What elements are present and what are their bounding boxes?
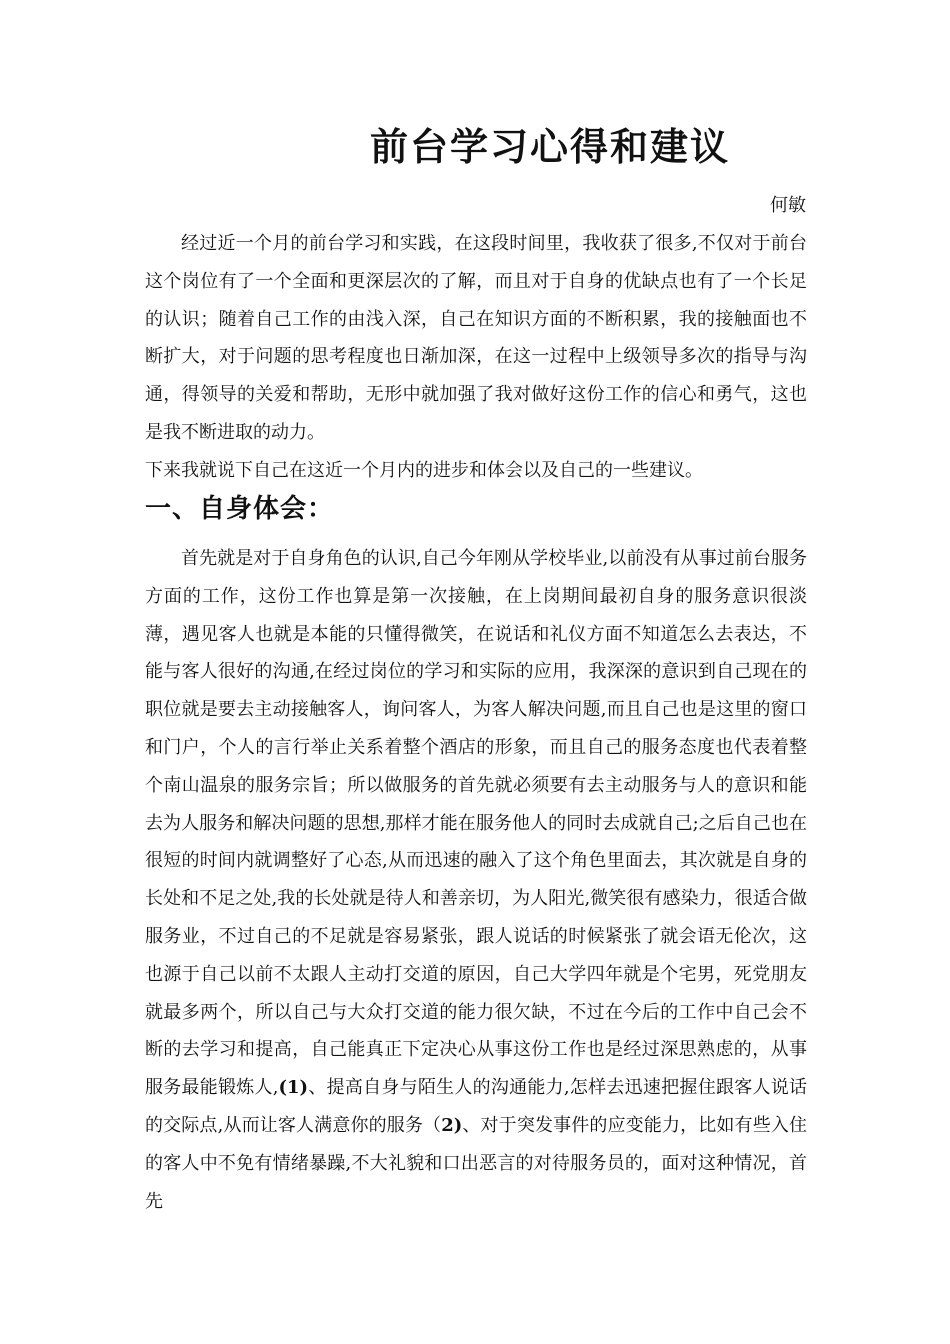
section-paragraph-part-c: 、对于突发事件的应变能力，比如有些入住的客人中不免有情绪暴躁,不大礼貌和口出恶言的对待服务员的，面对这种情况，首先 [145,1114,807,1212]
section-paragraph-part-a: 首先就是对于自身角色的认识,自己今年刚从学校毕业,以前没有从事过前台服务方面的工作，这份工作也算是第一次接触，在上岗期间最初自身的服务意识很淡薄，遇见客人也就是本能的只懂得微笑，在说话和礼仪方面不知道怎么去表达，不能与客人很好的沟通,在经过岗位的学习和实际的应用，我深深的意识到自己现在的职位就是要去主动接触客人，询问客人，为客人解决问题,而且自己也是这里的窗口和门户，个人的言行举止关系着整个酒店的形象，而且自己的服务态度也代表着整个南山温泉的服务宗旨；所以做服务的首先就必须要有去主动服务与人的意识和能去为人服务和解决问题的思想,那样才能在服务他人的同时去成就自己;之后自己也在很短的时间内就调整好了心态,从而迅速的融入了这个角色里面去，其次就是自身的长处和不足之处,我的长处就是待人和善亲切，为人阳光,微笑很有感染力，很适合做服务业，不过自己的不足就是容易紧张，跟人说话的时候紧张了就会语无伦次，这也源于自己以前不太跟人主动打交道的原因，自己大学四年就是个宅男，死党朋友就最多两个，所以自己与大众打交道的能力很欠缺，不过在今后的工作中自己会不断的去学习和提高，自己能真正下定决心从事这份工作也是经过深思熟虑的，从事服务最能锻炼人, [145,548,807,1099]
document-title: 前台学习心得和建议 [369,125,730,169]
list-marker-1: (1) [278,1077,309,1099]
section-heading: 一、自身体会： [145,494,335,524]
list-marker-2: 2) [441,1114,463,1136]
lead-line: 下来我就说下自己在这近一个月内的进步和体会以及自己的一些建议。 [145,459,703,481]
section-body [145,540,807,1220]
author-name: 何敏 [770,195,806,216]
section-paragraph [145,540,807,1220]
intro-paragraph: 经过近一个月的前台学习和实践，在这段时间里，我收获了很多,不仅对于前台这个岗位有了一个全面和更深层次的了解，而且对于自身的优缺点也有了一个长足的认识；随着自己工作的由浅入深，自己在知识方面的不断积累，我的接触面也不断扩大，对于问题的思考程度也日渐加深，在这一过程中上级领导多次的指导与沟通，得领导的关爱和帮助，无形中就加强了我对做好这份工作的信心和勇气，这也是我不断进取的动力。 [145,233,807,443]
section-paragraph-part-b: 、提高自身与陌生人的沟通能力,怎样去迅速把握住跟客人说话的交际点,从而让客人满意你的服务（ [145,1077,807,1136]
intro-block [145,225,807,490]
